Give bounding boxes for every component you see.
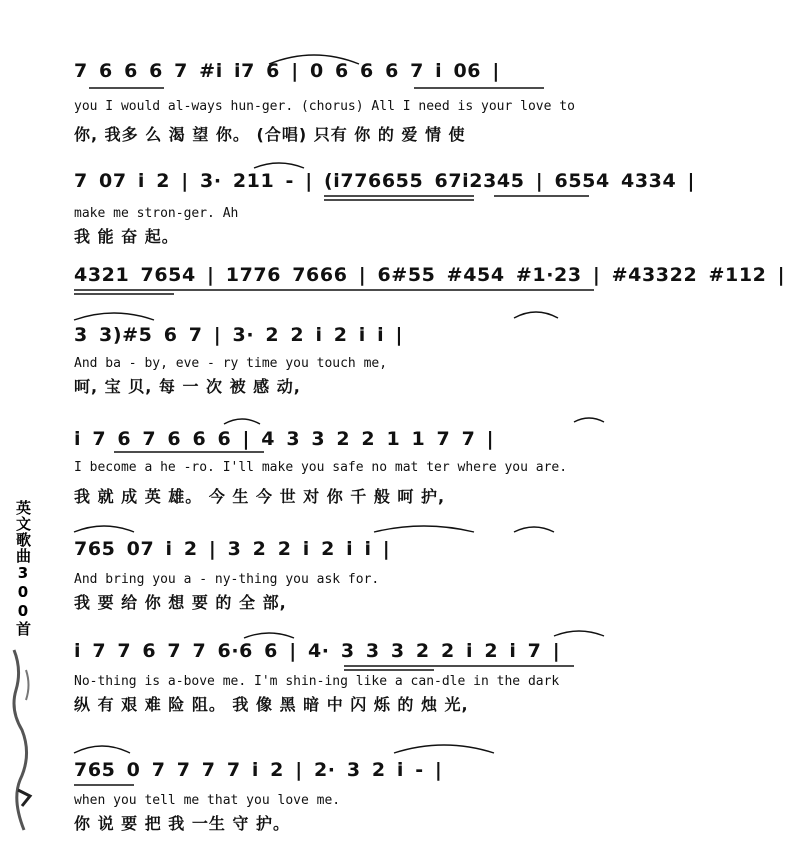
jianpu-notes: 7 07 i 2 | 3· 211 - | (i776655 67i2345 | 6554 4334 |	[74, 170, 696, 192]
english-lyric: you I would al-ways hun-ger. (chorus) All I need is your love to	[74, 99, 575, 114]
score-line-3	[74, 258, 785, 298]
chinese-lyric: 你 说 要 把 我 一生 守 护。	[74, 814, 290, 833]
score-line-7	[74, 628, 604, 718]
jianpu-notes: i 7 7 6 7 7 6·6 6 | 4· 3 3 3 2 2 i 2 i 7 |	[74, 640, 561, 662]
english-lyric: when you tell me that you love me.	[74, 793, 341, 808]
score-line-2	[74, 160, 696, 246]
english-lyric: No-thing is a-bove me. I'm shin-ing like a can-dle in the dark	[74, 674, 560, 689]
score-line-8	[74, 735, 604, 835]
score-line-4	[74, 306, 604, 396]
jianpu-notes: 7 6 6 6 7 #i i7 6 | 0 6 6 6 7 i 06 |	[74, 60, 500, 82]
english-lyric: make me stron-ger. Ah	[74, 206, 239, 221]
english-lyric: I become a he -ro. I'll make you safe no mat ter where you are.	[74, 460, 568, 475]
score-line-1	[74, 42, 604, 152]
score-line-6	[74, 520, 604, 610]
chinese-lyric: 我 就 成 英 雄。 今 生 今 世 对 你 千 般 呵 护,	[74, 487, 446, 506]
jianpu-notes: 4321 7654 | 1776 7666 | 6#55 #454 #1·23 | #43322 #112 |	[74, 264, 785, 286]
jianpu-notes: 765 0 7 7 7 7 i 2 | 2· 3 2 i - |	[74, 759, 443, 781]
jianpu-notes: 3 3)#5 6 7 | 3· 2 2 i 2 i i |	[74, 324, 403, 346]
chinese-lyric: 我 能 奋 起。	[74, 227, 179, 246]
jianpu-notes: 765 07 i 2 | 3 2 2 i 2 i i |	[74, 538, 391, 560]
english-lyric: And ba - by, eve - ry time you touch me,	[74, 356, 388, 371]
page-edge-smudge	[4, 640, 44, 840]
book-title-vertical: 英文歌曲300首	[14, 500, 32, 637]
score-line-5	[74, 414, 604, 504]
english-lyric: And bring you a - ny-thing you ask for.	[74, 572, 380, 587]
chinese-lyric: 你, 我多 么 渴 望 你。 (合唱) 只有 你 的 爱 情 使	[74, 125, 466, 144]
chinese-lyric: 呵, 宝 贝, 每 一 次 被 感 动,	[74, 377, 301, 396]
chinese-lyric: 我 要 给 你 想 要 的 全 部,	[74, 593, 287, 612]
jianpu-notes: i 7 6 7 6 6 6 | 4 3 3 2 2 1 1 7 7 |	[74, 428, 495, 450]
chinese-lyric: 纵 有 艰 难 险 阻。 我 像 黑 暗 中 闪 烁 的 烛 光,	[74, 695, 469, 714]
